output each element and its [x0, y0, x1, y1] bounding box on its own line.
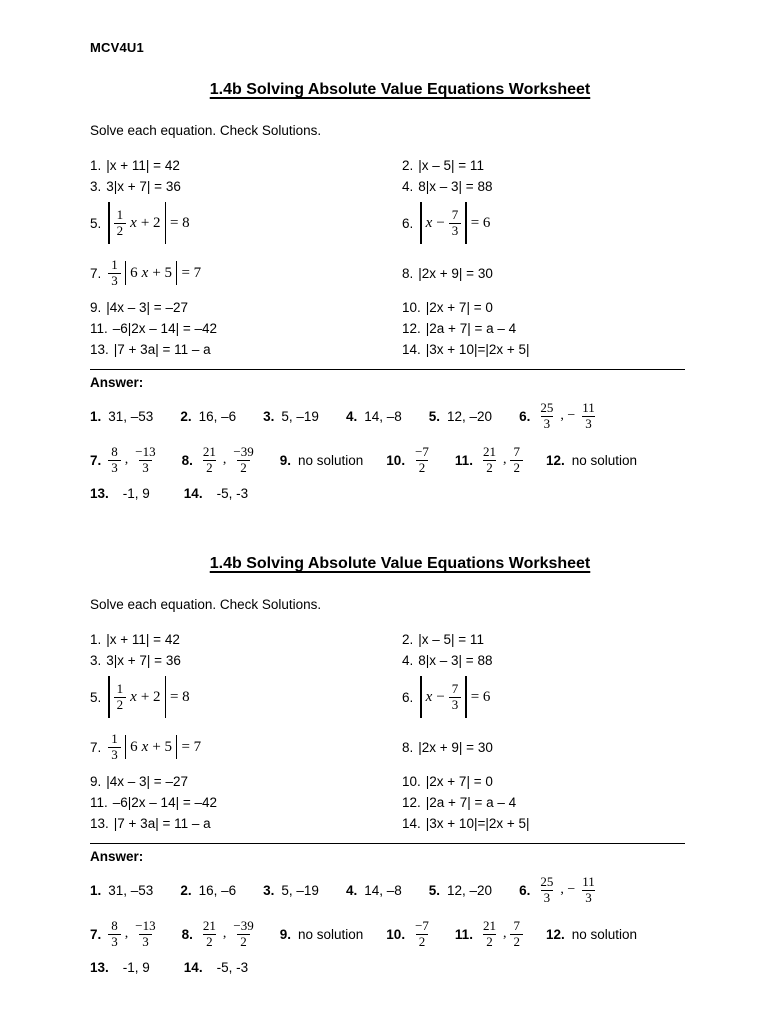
question-number: 4.: [402, 653, 414, 668]
answer-4: 4. 14, –8: [345, 882, 402, 898]
question-number: 2.: [402, 632, 414, 647]
fraction: $\frac{21}{2}$: [202, 443, 216, 475]
answers-row-3: [90, 483, 685, 503]
fraction: $\frac{7}{3}$: [449, 682, 462, 713]
question-10: [402, 297, 685, 318]
answer-12: 12. no solution: [545, 926, 638, 942]
answer-1: 1. 31, –53: [90, 882, 154, 898]
fraction: $\frac{1}{2}$: [114, 208, 127, 239]
question-3: [90, 650, 402, 671]
fraction: $\frac{7}{2}$: [510, 919, 523, 950]
fraction: $\frac{-39}{2}$: [233, 917, 254, 949]
fraction: $\frac{11}{3}$: [582, 873, 595, 905]
worksheet-title: 1.4b Solving Absolute Value Equations Worksheet: [209, 81, 591, 98]
question-9: [90, 297, 402, 318]
question-9: [90, 771, 402, 792]
question-number: 7.: [90, 265, 102, 281]
question-4: [402, 650, 685, 671]
question-13: [90, 339, 402, 360]
fraction: $\frac{25}{3}$: [540, 873, 554, 905]
abs-bar: [108, 202, 109, 244]
questions-grid: [90, 629, 685, 834]
question-equation: |x + 11| = 42: [106, 158, 180, 173]
abs-bar: [465, 202, 466, 244]
question-number: 3.: [90, 653, 102, 668]
question-equation: |3x + 10|=|2x + 5|: [425, 816, 530, 831]
abs-bar: [176, 735, 177, 759]
fraction: $\frac{21}{2}$: [482, 917, 496, 949]
question-1: [90, 629, 402, 650]
question-10: [402, 771, 685, 792]
question-equation: x − $\frac{7}{3}$ = 6: [418, 676, 492, 718]
question-number: 11.: [90, 795, 108, 810]
fraction: $\frac{1}{3}$: [108, 258, 121, 289]
question-3: [90, 176, 402, 197]
question-equation: 3|x + 7| = 36: [106, 653, 181, 668]
question-equation: |3x + 10|=|2x + 5|: [425, 342, 530, 357]
fraction: $\frac{-7}{2}$: [415, 917, 429, 949]
answer-13: 13. -1, 9: [90, 959, 150, 975]
answers-row-2: [90, 439, 685, 481]
question-2: [402, 155, 685, 176]
questions-grid: [90, 155, 685, 360]
abs-bar: [108, 676, 109, 718]
question-equation: x − $\frac{7}{3}$ = 6: [418, 202, 492, 244]
question-4: [402, 176, 685, 197]
question-number: 7.: [90, 739, 102, 755]
question-equation: 8|x – 3| = 88: [418, 653, 493, 668]
question-8: [402, 723, 685, 771]
abs-bar: [465, 676, 466, 718]
question-equation: $\frac{1}{2}$ x + 2 = 8: [106, 676, 191, 718]
question-number: 1.: [90, 632, 102, 647]
answer-10: 10. $\frac{-7}{2}$: [386, 445, 432, 476]
question-12: [402, 318, 685, 339]
question-number: 12.: [402, 795, 421, 810]
question-equation: |2x + 9| = 30: [418, 265, 493, 281]
question-1: [90, 155, 402, 176]
question-number: 8.: [402, 265, 414, 281]
question-equation: |7 + 3a| = 11 – a: [113, 342, 211, 357]
question-number: 9.: [90, 300, 102, 315]
fraction: $\frac{1}{3}$: [108, 732, 121, 763]
fraction: $\frac{1}{2}$: [114, 682, 127, 713]
question-equation: |7 + 3a| = 11 – a: [113, 816, 211, 831]
question-6: [402, 197, 685, 249]
fraction: $\frac{-7}{2}$: [415, 443, 429, 475]
question-8: [402, 249, 685, 297]
fraction: $\frac{21}{2}$: [482, 443, 496, 475]
answers-row-2: [90, 913, 685, 955]
question-number: 9.: [90, 774, 102, 789]
question-number: 2.: [402, 158, 414, 173]
abs-bar: [125, 735, 126, 759]
question-14: [402, 339, 685, 360]
answer-13: 13. -1, 9: [90, 485, 150, 501]
question-equation: |2a + 7| = a – 4: [425, 321, 517, 336]
answer-14: 14. -5, -3: [183, 485, 249, 501]
question-number: 11.: [90, 321, 108, 336]
answers-row-1: [90, 395, 685, 437]
question-number: 13.: [90, 342, 109, 357]
fraction: $\frac{-13}{3}$: [135, 917, 156, 949]
question-equation: |2a + 7| = a – 4: [425, 795, 517, 810]
question-equation: 8|x – 3| = 88: [418, 179, 493, 194]
fraction: $\frac{8}{3}$: [108, 445, 121, 476]
question-7: [90, 723, 402, 771]
abs-bar: [165, 676, 166, 718]
worksheet-copy-2: [90, 555, 685, 977]
answer-label: Answer:: [90, 849, 144, 864]
instructions: Solve each equation. Check Solutions.: [90, 123, 322, 138]
question-number: 5.: [90, 215, 102, 231]
answer-1: 1. 31, –53: [90, 408, 154, 424]
answer-8: 8. $\frac{21}{2}$ , $\frac{-39}{2}$: [182, 919, 257, 950]
answer-2: 2. 16, –6: [180, 408, 237, 424]
question-number: 1.: [90, 158, 102, 173]
fraction: $\frac{21}{2}$: [202, 917, 216, 949]
question-2: [402, 629, 685, 650]
question-number: 8.: [402, 739, 414, 755]
question-14: [402, 813, 685, 834]
course-code: MCV4U1: [90, 40, 144, 55]
answer-3: 3. 5, –19: [263, 408, 319, 424]
fraction: $\frac{7}{3}$: [449, 208, 462, 239]
answer-3: 3. 5, –19: [263, 882, 319, 898]
answers-row-3: [90, 957, 685, 977]
question-number: 5.: [90, 689, 102, 705]
answer-divider: [90, 843, 685, 844]
answer-14: 14. -5, -3: [183, 959, 249, 975]
question-number: 10.: [402, 774, 421, 789]
question-equation: |4x – 3| = –27: [106, 774, 188, 789]
question-number: 14.: [402, 342, 421, 357]
question-number: 4.: [402, 179, 414, 194]
answer-12: 12. no solution: [545, 452, 638, 468]
question-equation: |x + 11| = 42: [106, 632, 180, 647]
question-5: [90, 197, 402, 249]
answer-4: 4. 14, –8: [345, 408, 402, 424]
question-5: [90, 671, 402, 723]
fraction: $\frac{-13}{3}$: [135, 443, 156, 475]
abs-bar: [125, 261, 126, 285]
question-11: [90, 318, 402, 339]
question-number: 13.: [90, 816, 109, 831]
question-equation: –6|2x – 14| = –42: [112, 795, 217, 810]
answer-6: 6. $\frac{25}{3}$ , − $\frac{11}{3}$: [519, 401, 598, 432]
abs-bar: [165, 202, 166, 244]
question-number: 6.: [402, 215, 414, 231]
question-equation: $\frac{1}{3}$ 6 x + 5 = 7: [106, 258, 203, 289]
question-13: [90, 813, 402, 834]
answer-7: 7. $\frac{8}{3}$ , $\frac{-13}{3}$: [90, 445, 159, 476]
abs-bar: [420, 676, 421, 718]
answer-7: 7. $\frac{8}{3}$ , $\frac{-13}{3}$: [90, 919, 159, 950]
question-number: 3.: [90, 179, 102, 194]
question-equation: |2x + 7| = 0: [425, 300, 493, 315]
answer-9: 9. no solution: [279, 452, 364, 468]
question-6: [402, 671, 685, 723]
question-equation: |x – 5| = 11: [418, 158, 484, 173]
answer-10: 10. $\frac{-7}{2}$: [386, 919, 432, 950]
abs-bar: [176, 261, 177, 285]
worksheet-title: 1.4b Solving Absolute Value Equations Worksheet: [209, 555, 591, 572]
answer-9: 9. no solution: [279, 926, 364, 942]
fraction: $\frac{-39}{2}$: [233, 443, 254, 475]
answer-5: 5. 12, –20: [428, 408, 493, 424]
answer-11: 11. $\frac{21}{2}$ , $\frac{7}{2}$: [455, 919, 523, 950]
fraction: $\frac{8}{3}$: [108, 919, 121, 950]
question-11: [90, 792, 402, 813]
question-equation: –6|2x – 14| = –42: [112, 321, 217, 336]
fraction: $\frac{11}{3}$: [582, 399, 595, 431]
question-number: 12.: [402, 321, 421, 336]
question-number: 14.: [402, 816, 421, 831]
question-number: 10.: [402, 300, 421, 315]
question-equation: 3|x + 7| = 36: [106, 179, 181, 194]
fraction: $\frac{7}{2}$: [510, 445, 523, 476]
question-equation: |x – 5| = 11: [418, 632, 484, 647]
worksheet-copy-1: [90, 81, 685, 503]
answer-5: 5. 12, –20: [428, 882, 493, 898]
fraction: $\frac{25}{3}$: [540, 399, 554, 431]
answer-6: 6. $\frac{25}{3}$ , − $\frac{11}{3}$: [519, 875, 598, 906]
answer-8: 8. $\frac{21}{2}$ , $\frac{-39}{2}$: [182, 445, 257, 476]
question-7: [90, 249, 402, 297]
question-equation: |2x + 7| = 0: [425, 774, 493, 789]
instructions: Solve each equation. Check Solutions.: [90, 597, 322, 612]
question-12: [402, 792, 685, 813]
answer-label: Answer:: [90, 375, 144, 390]
answer-2: 2. 16, –6: [180, 882, 237, 898]
question-equation: $\frac{1}{3}$ 6 x + 5 = 7: [106, 732, 203, 763]
question-number: 6.: [402, 689, 414, 705]
answer-11: 11. $\frac{21}{2}$ , $\frac{7}{2}$: [455, 445, 523, 476]
abs-bar: [420, 202, 421, 244]
question-equation: $\frac{1}{2}$ x + 2 = 8: [106, 202, 191, 244]
answer-divider: [90, 369, 685, 370]
answers-row-1: [90, 869, 685, 911]
question-equation: |4x – 3| = –27: [106, 300, 188, 315]
question-equation: |2x + 9| = 30: [418, 739, 493, 755]
